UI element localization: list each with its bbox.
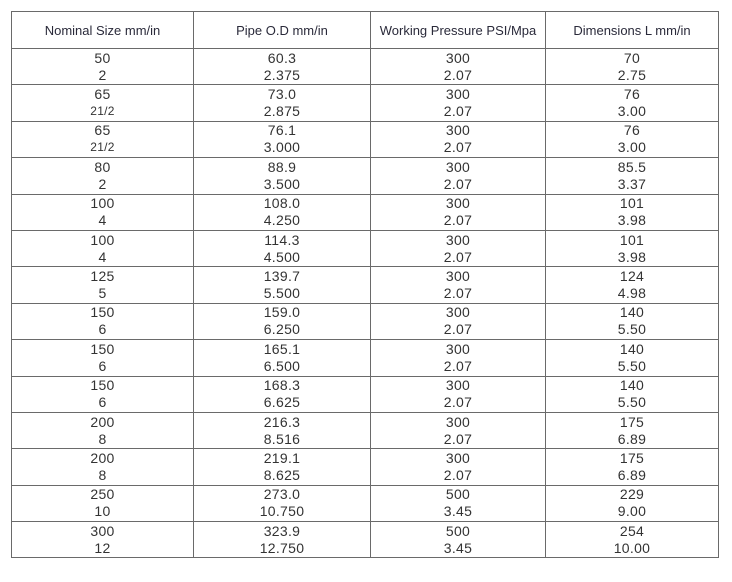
pipe-od-in-value: 6.250 (263, 321, 301, 338)
pipe-od-in-value: 3.000 (263, 139, 301, 156)
pipe-od-mm-value: 273.0 (263, 486, 301, 503)
table-row (12, 121, 719, 157)
nominal-size-cell (12, 340, 194, 376)
working-pressure-cell (371, 485, 546, 521)
pipe-od-mm-value: 159.0 (263, 304, 301, 321)
pipe-od-mm-value: 139.7 (263, 268, 301, 285)
working-pressure-in-value: 2.07 (443, 357, 473, 374)
dimension-l-mm-value: 124 (619, 268, 645, 285)
pipe-od-mm-value: 88.9 (267, 158, 297, 175)
working-pressure-in-value: 3.45 (443, 503, 473, 520)
nominal-size-mm-value: 100 (90, 195, 115, 212)
pipe-od-cell (194, 340, 371, 376)
header-dimensions-l: Dimensions L mm/in (546, 12, 719, 49)
header-working-pressure: Working Pressure PSI/Mpa (371, 12, 546, 49)
nominal-size-in-value: 2 (98, 175, 107, 192)
working-pressure-mm-value: 500 (445, 486, 471, 503)
working-pressure-mm-value: 300 (445, 49, 471, 66)
pipe-od-in-value: 8.516 (263, 430, 301, 447)
table-header-row (12, 12, 719, 49)
header-nominal-size: Nominal Size mm/in (12, 12, 194, 49)
nominal-size-cell (12, 230, 194, 266)
pipe-od-in-value: 5.500 (263, 285, 301, 302)
dimension-l-cell (546, 49, 719, 85)
table-body (12, 49, 719, 558)
working-pressure-cell (371, 194, 546, 230)
table-row (12, 449, 719, 485)
pipe-od-in-value: 3.500 (263, 175, 301, 192)
pipe-od-cell (194, 376, 371, 412)
nominal-size-in-value: 21/2 (90, 104, 115, 119)
working-pressure-in-value: 2.07 (443, 430, 473, 447)
nominal-size-cell (12, 303, 194, 339)
pipe-od-mm-value: 76.1 (267, 122, 297, 139)
nominal-size-in-value: 8 (98, 430, 107, 447)
nominal-size-cell (12, 121, 194, 157)
nominal-size-mm-value: 150 (90, 377, 115, 394)
working-pressure-in-value: 2.07 (443, 212, 473, 229)
pipe-od-cell (194, 267, 371, 303)
dimension-l-in-value: 10.00 (613, 539, 651, 556)
working-pressure-in-value: 2.07 (443, 139, 473, 156)
working-pressure-in-value: 2.07 (443, 175, 473, 192)
dimension-l-cell (546, 194, 719, 230)
dimension-l-in-value: 3.00 (617, 139, 647, 156)
pipe-od-mm-value: 168.3 (263, 377, 301, 394)
nominal-size-mm-value: 200 (90, 413, 115, 430)
working-pressure-cell (371, 85, 546, 121)
dimension-l-mm-value: 85.5 (617, 158, 647, 175)
dimension-l-in-value: 3.98 (617, 248, 647, 265)
dimension-l-in-value: 3.37 (617, 175, 647, 192)
nominal-size-mm-value: 125 (90, 268, 115, 285)
working-pressure-mm-value: 500 (445, 522, 471, 539)
pipe-od-cell (194, 158, 371, 194)
dimension-l-mm-value: 70 (623, 49, 641, 66)
pipe-od-mm-value: 165.1 (263, 340, 301, 357)
working-pressure-cell (371, 121, 546, 157)
table-row (12, 194, 719, 230)
pipe-od-in-value: 10.750 (259, 503, 305, 520)
specification-table-container (11, 11, 718, 558)
nominal-size-mm-value: 80 (94, 158, 111, 175)
pipe-od-cell (194, 303, 371, 339)
nominal-size-mm-value: 200 (90, 449, 115, 466)
pipe-od-cell (194, 194, 371, 230)
dimension-l-cell (546, 158, 719, 194)
nominal-size-mm-value: 300 (90, 522, 115, 539)
nominal-size-in-value: 2 (98, 66, 107, 83)
dimension-l-mm-value: 76 (623, 122, 641, 139)
dimension-l-in-value: 6.89 (617, 466, 647, 483)
nominal-size-cell (12, 376, 194, 412)
nominal-size-in-value: 6 (98, 357, 107, 374)
table-row (12, 485, 719, 521)
dimension-l-in-value: 4.98 (617, 285, 647, 302)
pipe-od-in-value: 2.875 (263, 103, 301, 120)
dimension-l-mm-value: 101 (619, 195, 645, 212)
nominal-size-cell (12, 158, 194, 194)
dimension-l-in-value: 3.00 (617, 103, 647, 120)
working-pressure-cell (371, 412, 546, 448)
nominal-size-mm-value: 65 (94, 122, 111, 139)
dimension-l-in-value: 5.50 (617, 357, 647, 374)
working-pressure-cell (371, 340, 546, 376)
nominal-size-cell (12, 485, 194, 521)
nominal-size-in-value: 8 (98, 466, 107, 483)
working-pressure-cell (371, 449, 546, 485)
dimension-l-cell (546, 449, 719, 485)
nominal-size-in-value: 4 (98, 212, 107, 229)
dimension-l-cell (546, 376, 719, 412)
working-pressure-in-value: 2.07 (443, 321, 473, 338)
working-pressure-mm-value: 300 (445, 449, 471, 466)
nominal-size-mm-value: 100 (90, 231, 115, 248)
dimension-l-in-value: 9.00 (617, 503, 647, 520)
pipe-od-cell (194, 121, 371, 157)
table-row (12, 303, 719, 339)
dimension-l-mm-value: 175 (619, 413, 645, 430)
working-pressure-cell (371, 230, 546, 266)
table-row (12, 85, 719, 121)
working-pressure-mm-value: 300 (445, 413, 471, 430)
pipe-od-in-value: 4.500 (263, 248, 301, 265)
pipe-od-mm-value: 323.9 (263, 522, 301, 539)
nominal-size-mm-value: 65 (94, 86, 111, 103)
dimension-l-cell (546, 485, 719, 521)
nominal-size-in-value: 6 (98, 394, 107, 411)
working-pressure-cell (371, 158, 546, 194)
nominal-size-cell (12, 412, 194, 448)
dimension-l-in-value: 3.98 (617, 212, 647, 229)
dimension-l-mm-value: 140 (619, 377, 645, 394)
dimension-l-in-value: 2.75 (617, 66, 647, 83)
pipe-od-mm-value: 73.0 (267, 86, 297, 103)
working-pressure-mm-value: 300 (445, 231, 471, 248)
working-pressure-in-value: 2.07 (443, 466, 473, 483)
dimension-l-mm-value: 140 (619, 340, 645, 357)
dimension-l-in-value: 5.50 (617, 321, 647, 338)
working-pressure-mm-value: 300 (445, 304, 471, 321)
working-pressure-in-value: 2.07 (443, 285, 473, 302)
dimension-l-cell (546, 267, 719, 303)
dimension-l-mm-value: 76 (623, 86, 641, 103)
pipe-od-in-value: 6.625 (263, 394, 301, 411)
working-pressure-mm-value: 300 (445, 377, 471, 394)
nominal-size-cell (12, 194, 194, 230)
nominal-size-cell (12, 522, 194, 558)
working-pressure-mm-value: 300 (445, 340, 471, 357)
nominal-size-cell (12, 267, 194, 303)
working-pressure-mm-value: 300 (445, 158, 471, 175)
dimension-l-mm-value: 175 (619, 449, 645, 466)
header-pipe-od: Pipe O.D mm/in (194, 12, 371, 49)
dimension-l-in-value: 5.50 (617, 394, 647, 411)
nominal-size-in-value: 4 (98, 248, 107, 265)
pipe-od-cell (194, 230, 371, 266)
pipe-od-cell (194, 522, 371, 558)
working-pressure-cell (371, 376, 546, 412)
nominal-size-in-value: 5 (98, 285, 107, 302)
nominal-size-in-value: 12 (94, 539, 111, 556)
dimension-l-cell (546, 522, 719, 558)
dimension-l-cell (546, 340, 719, 376)
working-pressure-in-value: 2.07 (443, 103, 473, 120)
dimension-l-cell (546, 230, 719, 266)
pipe-od-mm-value: 108.0 (263, 195, 301, 212)
working-pressure-cell (371, 522, 546, 558)
nominal-size-mm-value: 50 (94, 49, 111, 66)
working-pressure-mm-value: 300 (445, 86, 471, 103)
dimension-l-mm-value: 229 (619, 486, 645, 503)
table-row (12, 230, 719, 266)
pipe-od-in-value: 8.625 (263, 466, 301, 483)
working-pressure-cell (371, 49, 546, 85)
table-row (12, 412, 719, 448)
working-pressure-in-value: 2.07 (443, 248, 473, 265)
working-pressure-cell (371, 303, 546, 339)
pipe-od-mm-value: 60.3 (267, 49, 297, 66)
table-row (12, 158, 719, 194)
table-row (12, 340, 719, 376)
pipe-od-mm-value: 219.1 (263, 449, 301, 466)
pipe-dimensions-table (11, 11, 719, 558)
dimension-l-cell (546, 121, 719, 157)
nominal-size-cell (12, 449, 194, 485)
dimension-l-cell (546, 85, 719, 121)
pipe-od-mm-value: 216.3 (263, 413, 301, 430)
nominal-size-in-value: 6 (98, 321, 107, 338)
table-row (12, 522, 719, 558)
dimension-l-in-value: 6.89 (617, 430, 647, 447)
working-pressure-in-value: 3.45 (443, 539, 473, 556)
pipe-od-in-value: 6.500 (263, 357, 301, 374)
table-row (12, 49, 719, 85)
working-pressure-mm-value: 300 (445, 268, 471, 285)
dimension-l-cell (546, 303, 719, 339)
pipe-od-cell (194, 449, 371, 485)
pipe-od-cell (194, 412, 371, 448)
table-row (12, 267, 719, 303)
pipe-od-cell (194, 49, 371, 85)
working-pressure-mm-value: 300 (445, 195, 471, 212)
pipe-od-in-value: 2.375 (263, 66, 301, 83)
working-pressure-in-value: 2.07 (443, 66, 473, 83)
nominal-size-in-value: 21/2 (90, 140, 115, 155)
dimension-l-mm-value: 254 (619, 522, 645, 539)
working-pressure-mm-value: 300 (445, 122, 471, 139)
pipe-od-in-value: 4.250 (263, 212, 301, 229)
pipe-od-in-value: 12.750 (259, 539, 305, 556)
working-pressure-cell (371, 267, 546, 303)
nominal-size-mm-value: 150 (90, 340, 115, 357)
dimension-l-cell (546, 412, 719, 448)
dimension-l-mm-value: 140 (619, 304, 645, 321)
pipe-od-cell (194, 85, 371, 121)
nominal-size-cell (12, 49, 194, 85)
table-row (12, 376, 719, 412)
dimension-l-mm-value: 101 (619, 231, 645, 248)
nominal-size-mm-value: 250 (90, 486, 115, 503)
pipe-od-mm-value: 114.3 (264, 231, 300, 248)
pipe-od-cell (194, 485, 371, 521)
nominal-size-in-value: 10 (94, 503, 111, 520)
nominal-size-mm-value: 150 (90, 304, 115, 321)
nominal-size-cell (12, 85, 194, 121)
working-pressure-in-value: 2.07 (443, 394, 473, 411)
